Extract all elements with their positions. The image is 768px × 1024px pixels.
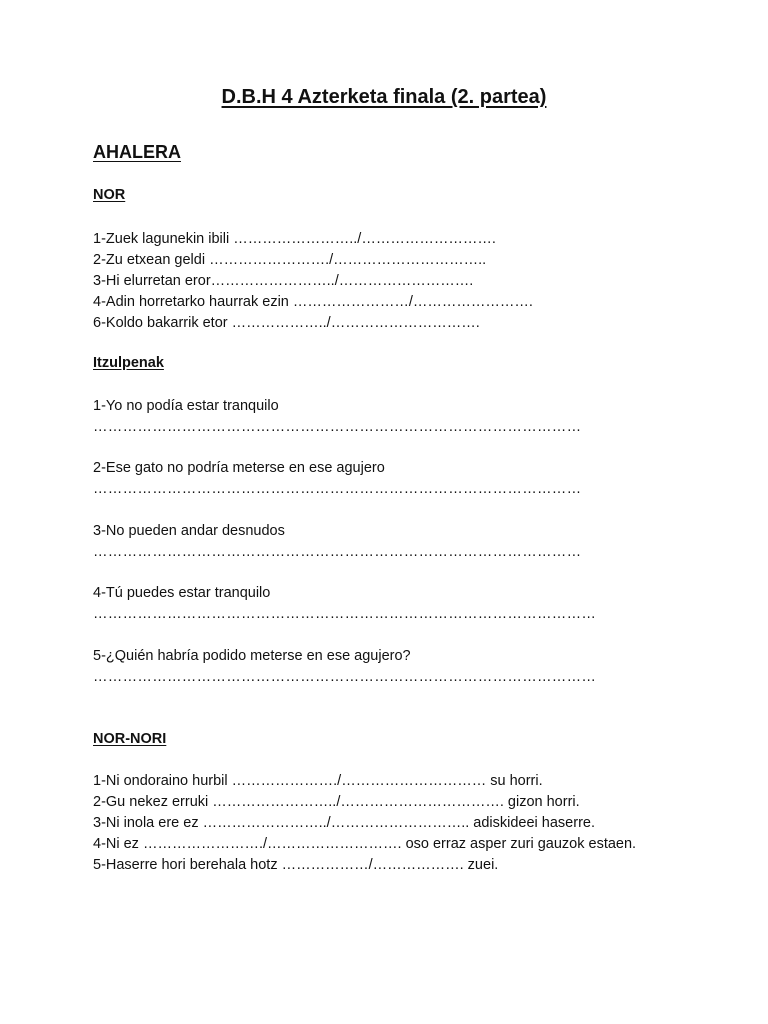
nor-nori-exercise-item: 5-Haserre hori berehala hotz ………………/………………. zuei. [93,857,499,873]
subsection-heading-nor: NOR [93,187,126,203]
translation-prompt: 2-Ese gato no podría meterse en ese agujero [93,460,385,476]
nor-nori-exercise-item: 3-Ni inola ere ez ……………………../……………………….. adiskideei haserre. [93,815,595,831]
answer-line: ………………………………………………………………………………………… [93,669,597,685]
nor-exercise-item: 4-Adin horretarko haurrak ezin ……………………/……………………. [93,294,533,310]
translation-item [93,646,693,688]
translation-item [93,396,693,438]
page-title: D.B.H 4 Azterketa finala (2. partea) [221,86,547,108]
translation-prompt: 3-No pueden andar desnudos [93,523,285,539]
answer-line: ……………………………………………………………………………………… [93,544,582,560]
nor-exercise-item: 3-Hi elurretan eror……………………../………………………. [93,273,474,289]
answer-line: ……………………………………………………………………………………… [93,481,582,497]
translation-prompt: 4-Tú puedes estar tranquilo [93,585,271,601]
translation-item [93,521,693,563]
nor-nori-exercise-list [93,771,671,876]
nor-exercise-item: 2-Zu etxean geldi ……………………./………………………….. [93,252,487,268]
answer-line: ………………………………………………………………………………………… [93,606,597,622]
translation-prompt: 1-Yo no podía estar tranquilo [93,398,279,414]
translation-prompt: 5-¿Quién habría podido meterse en ese agujero? [93,648,411,664]
nor-nori-exercise-item: 1-Ni ondoraino hurbil …………………./………………………… su horri. [93,773,543,789]
nor-exercise-item: 1-Zuek lagunekin ibili ……………………../………………………. [93,231,496,247]
nor-exercise-list [93,229,693,334]
nor-nori-exercise-item: 2-Gu nekez erruki ……………………../……………………………. gizon horri. [93,794,580,810]
translation-item [93,583,693,625]
subsection-heading-nor-nori: NOR-NORI [93,731,167,747]
nor-exercise-item: 6-Koldo bakarrik etor ………………../…………………………. [93,315,480,331]
translation-item [93,458,693,500]
section-heading-ahalera: AHALERA [93,142,181,162]
answer-line: ……………………………………………………………………………………… [93,419,582,435]
subsection-heading-itzulpenak: Itzulpenak [93,355,164,371]
nor-nori-exercise-item: 4-Ni ez ……………………./………………………. oso erraz asper zuri gauzok estaen. [93,836,637,852]
